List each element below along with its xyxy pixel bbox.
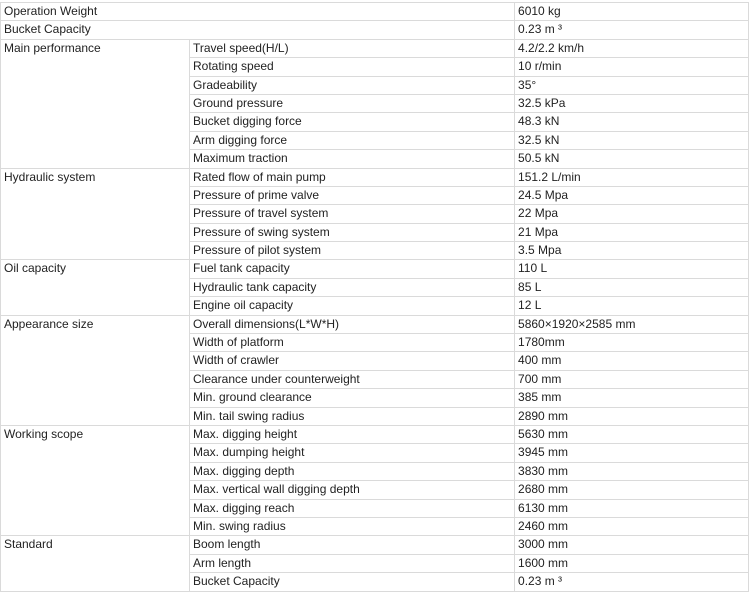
spec-value: 110 L [515, 260, 749, 278]
group-label-hydraulic-system: Hydraulic system [1, 168, 190, 260]
group-label-standard: Standard [1, 536, 190, 591]
specification-table [0, 2, 749, 592]
spec-label: Overall dimensions(L*W*H) [190, 315, 515, 333]
spec-value: 5630 mm [515, 425, 749, 443]
spec-label: Pressure of prime valve [190, 186, 515, 204]
spec-label: Boom length [190, 536, 515, 554]
table-row [1, 536, 749, 554]
spec-label: Clearance under counterweight [190, 370, 515, 388]
spec-value: 151.2 L/min [515, 168, 749, 186]
group-label-oil-capacity: Oil capacity [1, 260, 190, 315]
group-label-operation-weight: Operation Weight [1, 3, 515, 21]
group-label-working-scope: Working scope [1, 425, 190, 535]
spec-label: Travel speed(H/L) [190, 39, 515, 57]
table-row [1, 39, 749, 57]
spec-label: Max. vertical wall digging depth [190, 481, 515, 499]
spec-label: Arm digging force [190, 131, 515, 149]
spec-label: Rotating speed [190, 58, 515, 76]
spec-value: 22 Mpa [515, 205, 749, 223]
spec-label: Pressure of travel system [190, 205, 515, 223]
spec-label: Bucket digging force [190, 113, 515, 131]
spec-value: 32.5 kPa [515, 94, 749, 112]
group-label-appearance-size: Appearance size [1, 315, 190, 425]
spec-value: 6130 mm [515, 499, 749, 517]
specification-table-body [1, 3, 749, 592]
spec-label: Max. digging reach [190, 499, 515, 517]
table-row [1, 168, 749, 186]
spec-value: 2460 mm [515, 517, 749, 535]
spec-label: Maximum traction [190, 150, 515, 168]
spec-label: Pressure of swing system [190, 223, 515, 241]
table-row [1, 425, 749, 443]
table-row [1, 315, 749, 333]
spec-value: 0.23 m ³ [515, 21, 749, 39]
table-row [1, 3, 749, 21]
spec-value: 6010 kg [515, 3, 749, 21]
spec-label: Ground pressure [190, 94, 515, 112]
spec-label: Min. tail swing radius [190, 407, 515, 425]
spec-value: 10 r/min [515, 58, 749, 76]
spec-value: 385 mm [515, 389, 749, 407]
spec-value: 2680 mm [515, 481, 749, 499]
spec-value: 4.2/2.2 km/h [515, 39, 749, 57]
spec-label: Min. swing radius [190, 517, 515, 535]
spec-value: 2890 mm [515, 407, 749, 425]
spec-value: 48.3 kN [515, 113, 749, 131]
spec-value: 3000 mm [515, 536, 749, 554]
spec-label: Bucket Capacity [190, 573, 515, 591]
spec-value: 3830 mm [515, 462, 749, 480]
spec-value: 21 Mpa [515, 223, 749, 241]
spec-value: 400 mm [515, 352, 749, 370]
spec-value: 1600 mm [515, 554, 749, 572]
spec-value: 12 L [515, 297, 749, 315]
spec-label: Hydraulic tank capacity [190, 278, 515, 296]
spec-value: 0.23 m ³ [515, 573, 749, 591]
spec-label: Width of crawler [190, 352, 515, 370]
group-label-main-performance: Main performance [1, 39, 190, 168]
spec-value: 24.5 Mpa [515, 186, 749, 204]
spec-label: Max. digging height [190, 425, 515, 443]
spec-value: 3945 mm [515, 444, 749, 462]
spec-label: Min. ground clearance [190, 389, 515, 407]
spec-label: Gradeability [190, 76, 515, 94]
spec-value: 85 L [515, 278, 749, 296]
spec-value: 700 mm [515, 370, 749, 388]
table-row [1, 260, 749, 278]
spec-label: Engine oil capacity [190, 297, 515, 315]
spec-value: 1780mm [515, 334, 749, 352]
spec-value: 5860×1920×2585 mm [515, 315, 749, 333]
spec-label: Fuel tank capacity [190, 260, 515, 278]
spec-label: Max. digging depth [190, 462, 515, 480]
spec-value: 50.5 kN [515, 150, 749, 168]
spec-value: 32.5 kN [515, 131, 749, 149]
spec-label: Arm length [190, 554, 515, 572]
spec-label: Max. dumping height [190, 444, 515, 462]
spec-value: 35° [515, 76, 749, 94]
table-row [1, 21, 749, 39]
group-label-bucket-capacity: Bucket Capacity [1, 21, 515, 39]
spec-value: 3.5 Mpa [515, 242, 749, 260]
spec-label: Rated flow of main pump [190, 168, 515, 186]
spec-label: Width of platform [190, 334, 515, 352]
spec-label: Pressure of pilot system [190, 242, 515, 260]
